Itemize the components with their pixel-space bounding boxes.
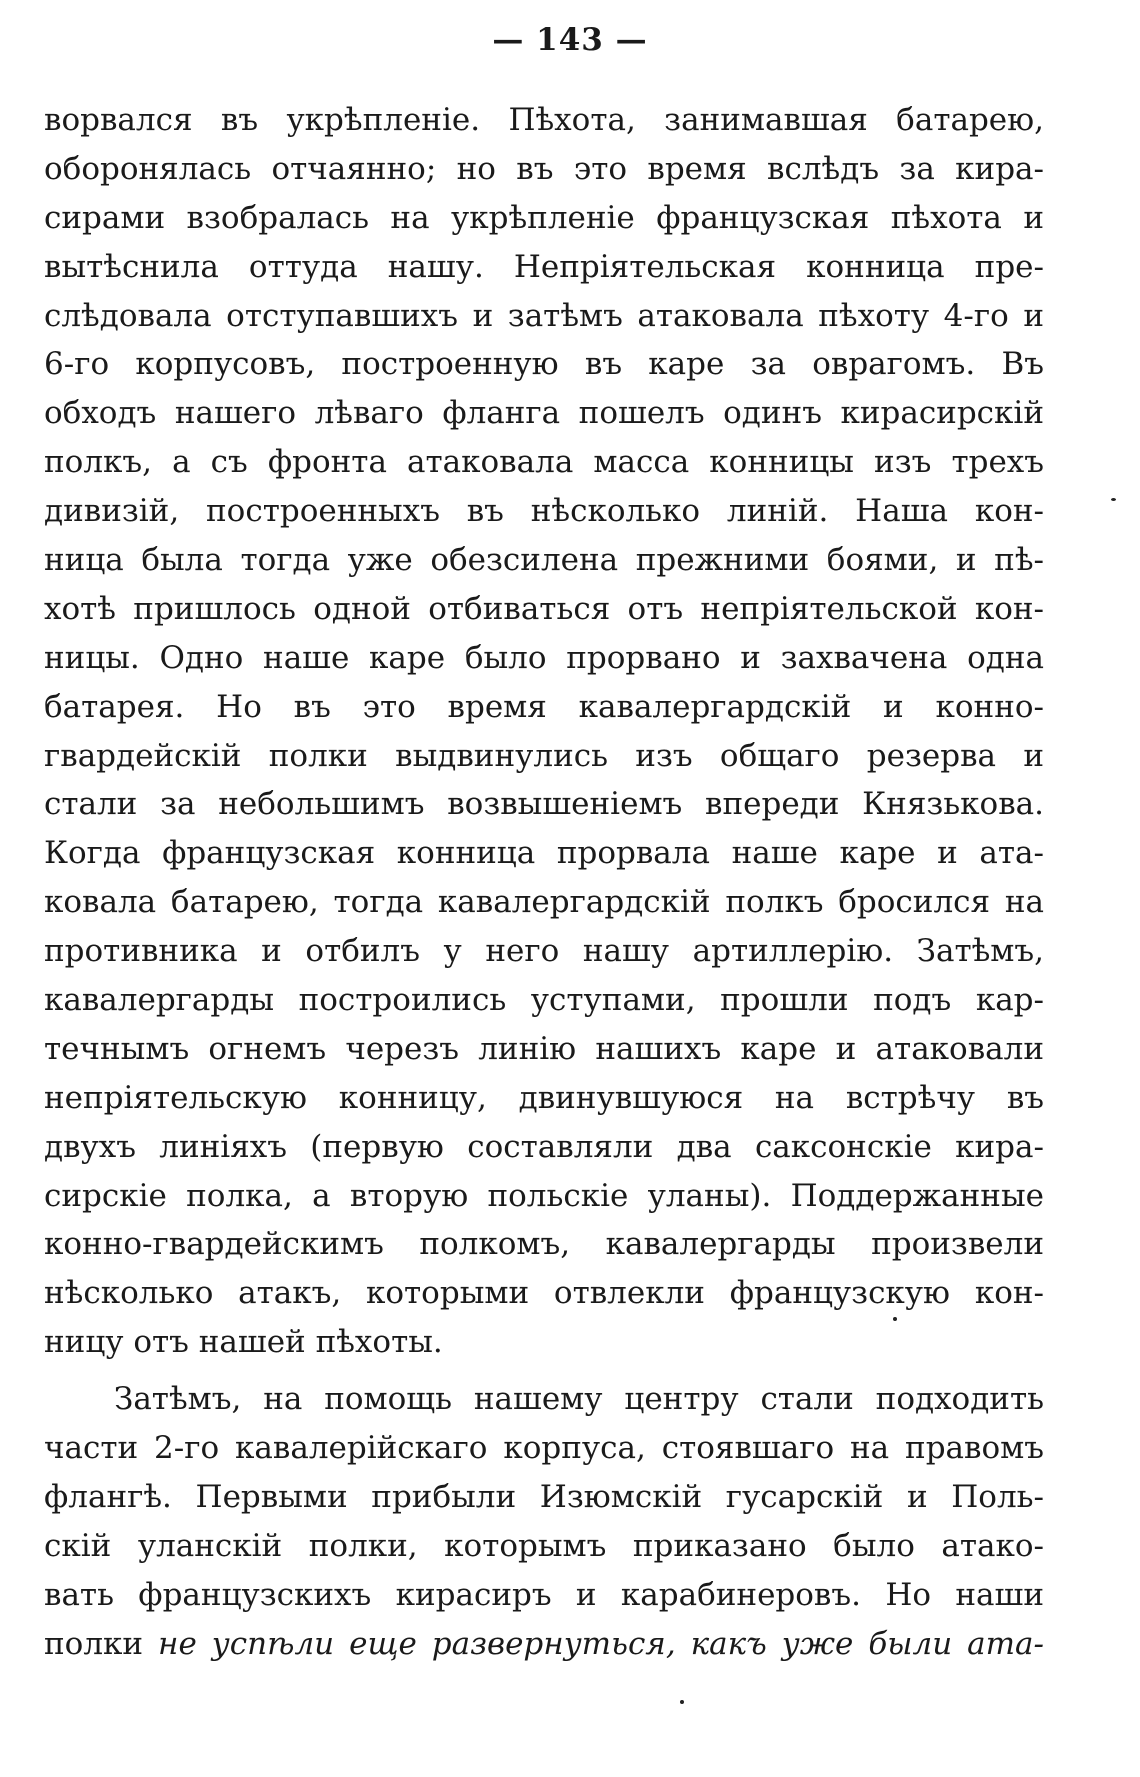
- text-line: ницы. Одно наше каре было прорвано и захвачена одна: [44, 639, 1044, 676]
- text-line: ковала батарею, тогда кавалергардскій полкъ бросился на: [44, 884, 1044, 921]
- text-line: течнымъ огнемъ черезъ линію нашихъ каре и атаковали: [44, 1030, 1044, 1067]
- text-line: сирскіе полка, а вторую польскіе уланы). Поддержанные: [44, 1177, 1044, 1214]
- paragraph-1: [44, 96, 1044, 1367]
- text-line: флангѣ. Первыми прибыли Изюмскій гусарскій и Поль-: [44, 1478, 1044, 1515]
- text-line: 6-го корпусовъ, построенную въ каре за оврагомъ. Въ: [44, 346, 1044, 383]
- text-line: ница была тогда уже обезсилена прежними боями, и пѣ-: [44, 542, 1044, 579]
- text-line: двухъ линіяхъ (первую составляли два саксонскіе кира-: [44, 1128, 1044, 1165]
- text-line: конно-гвардейскимъ полкомъ, кавалергарды произвели: [44, 1226, 1044, 1263]
- text-line: дивизій, построенныхъ въ нѣсколько линій. Наша кон-: [44, 493, 1044, 530]
- text-line: полкъ, а съ фронта атаковала масса конницы изъ трехъ: [44, 444, 1044, 481]
- text-line: противника и отбилъ у него нашу артиллерію. Затѣмъ,: [44, 933, 1044, 970]
- text-line: части 2-го кавалерійскаго корпуса, стоявшаго на правомъ: [44, 1430, 1044, 1467]
- body-text: [44, 96, 1044, 1669]
- italic-text: не успѣли еще развернуться, какъ уже были ата-: [158, 1625, 1045, 1662]
- text-line: сирами взобралась на укрѣпленіе французская пѣхота и: [44, 199, 1044, 236]
- text-line: Затѣмъ, на помощь нашему центру стали подходить: [114, 1381, 1044, 1418]
- text-line: Когда французская конница прорвала наше каре и ата-: [44, 835, 1044, 872]
- text-line: [44, 1620, 1044, 1669]
- text-line: непріятельскую конницу, двинувшуюся на встрѣчу въ: [44, 1079, 1044, 1116]
- text-line: ницу отъ нашей пѣхоты.: [44, 1324, 443, 1361]
- text-line: вать французскихъ кирасиръ и карабинеровъ. Но наши: [44, 1576, 1044, 1613]
- text-line: вытѣснила оттуда нашу. Непріятельская конница пре-: [44, 248, 1044, 285]
- text-line: скій уланскій полки, которымъ приказано было атако-: [44, 1527, 1044, 1564]
- text-line: стали за небольшимъ возвышеніемъ впереди Князькова.: [44, 786, 1044, 823]
- print-speck: [680, 1700, 684, 1704]
- paragraph-2: [44, 1375, 1044, 1668]
- text-line: батарея. Но въ это время кавалергардскій и конно-: [44, 688, 1044, 725]
- text-line: нѣсколько атакъ, которыми отвлекли французскую кон-: [44, 1275, 1044, 1312]
- text-line: хотѣ пришлось одной отбиваться отъ непріятельской кон-: [44, 590, 1044, 627]
- print-speck: [1111, 498, 1116, 501]
- text-line: гвардейскій полки выдвинулись изъ общаго резерва и: [44, 737, 1044, 774]
- text-line-lead: полки: [44, 1625, 144, 1662]
- page-number: — 143 —: [492, 22, 648, 58]
- text-line: ворвался въ укрѣпленіе. Пѣхота, занимавшая батарею,: [44, 102, 1044, 138]
- text-line: кавалергарды построились уступами, прошли подъ кар-: [44, 982, 1044, 1019]
- text-line: обходъ нашего лѣваго фланга пошелъ одинъ кирасирскій: [44, 395, 1044, 432]
- text-line: оборонялась отчаянно; но въ это время вслѣдъ за кира-: [44, 150, 1044, 187]
- text-line: слѣдовала отступавшихъ и затѣмъ атаковала пѣхоту 4-го и: [44, 297, 1044, 334]
- print-speck: [893, 1317, 897, 1321]
